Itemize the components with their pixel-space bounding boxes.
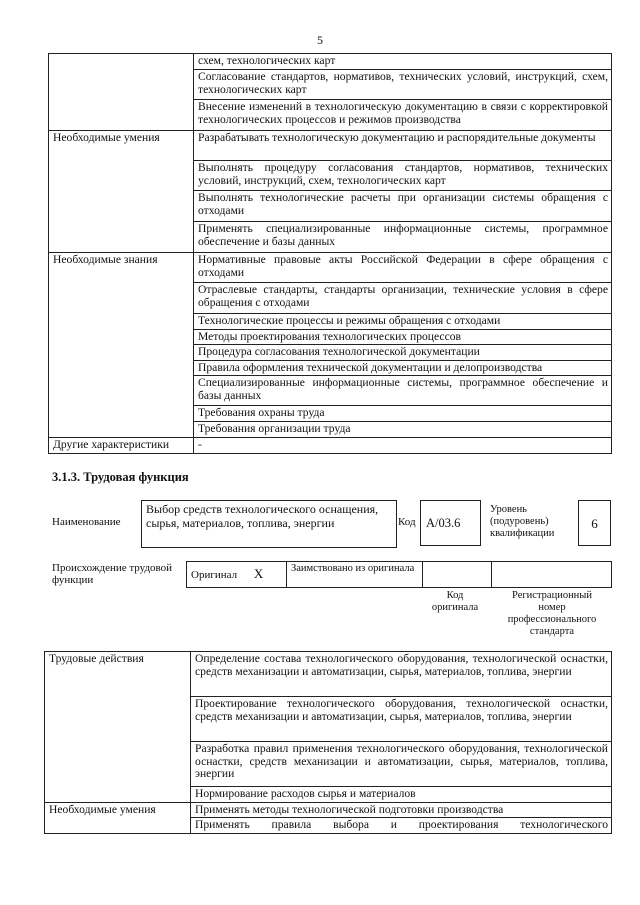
function-name-box: [141, 500, 397, 548]
origin-table: [186, 561, 612, 588]
section-heading: 3.1.3. Трудовая функция: [52, 470, 189, 484]
competency-table: [48, 53, 612, 454]
table-row: Выполнять технологические расчеты при организации системы обращения с отходами: [194, 191, 612, 222]
knowledge-label: Необходимые знания: [49, 253, 194, 438]
table-row: Отраслевые стандарты, стандарты организации, технические условия в сфере обращения с отходами: [194, 283, 612, 314]
table-row: Применять специализированные информационные системы, программное обеспечение и базы данных: [194, 222, 612, 253]
function-name: Выбор средств технологического оснащения, сырья, материалов, топлива, энергии: [146, 502, 379, 530]
table-row: Технологические процессы и режимы обращения с отходами: [194, 314, 612, 330]
table-row: Специализированные информационные системы, программное обеспечение и базы данных: [194, 376, 612, 406]
code-box: [420, 500, 481, 546]
table-row: Правила оформления технической документации и делопроизводства: [194, 360, 612, 376]
table-row: Разрабатывать технологическую документацию и распорядительные документы: [194, 131, 612, 161]
table-row: схем, технологических карт: [194, 54, 612, 70]
code-value: А/03.6: [426, 516, 461, 530]
skills-label: Необходимые умения: [49, 131, 194, 253]
table-row: Требования охраны труда: [194, 406, 612, 422]
borrowed-label: Заимствовано из оригинала: [287, 562, 423, 588]
level-box: [578, 500, 611, 546]
labor-actions-table: [44, 651, 612, 834]
table-row: Методы проектирования технологических процессов: [194, 329, 612, 345]
table-row: Выполнять процедуру согласования стандартов, нормативов, технических условий, инструкций, схем, технологических карт: [194, 161, 612, 191]
table-row: Нормирование расходов сырья и материалов: [191, 787, 612, 803]
skills-label-2: Необходимые умения: [45, 802, 191, 833]
table-row: Процедура согласования технологической документации: [194, 345, 612, 361]
code-original-label: Код оригинала: [431, 590, 479, 613]
table-row: Проектирование технологического оборудования, технологической оснастки, средств механизации и автоматизации, сырья, материалов, топлива, энергии: [191, 697, 612, 742]
reg-number-label: Регистрационный номер профессионального стандарта: [507, 590, 597, 637]
table-row: Согласование стандартов, нормативов, технических условий, инструкций, схем, технологических карт: [194, 70, 612, 100]
table-row: Внесение изменений в технологическую документацию в связи с корректировкой технологических процессов и режимов производства: [194, 100, 612, 131]
code-label: Код: [398, 516, 416, 528]
origin-label: Происхождение трудовой функции: [52, 562, 173, 586]
original-mark: X: [253, 566, 264, 581]
level-value: 6: [591, 516, 598, 531]
table-row: Нормативные правовые акты Российской Федерации в сфере обращения с отходами: [194, 253, 612, 283]
table-row: Определение состава технологического оборудования, технологической оснастки, средств механизации и автоматизации, сырья, материалов, топлива, энергии: [191, 652, 612, 697]
name-label: Наименование: [52, 516, 121, 528]
original-label: Оригинал: [191, 569, 238, 581]
level-label: Уровень (подуровень) квалификации: [490, 504, 555, 539]
table-row: Применять методы технологической подготовки производства: [191, 802, 612, 818]
table-row: Применять правила выбора и проектирования технологического: [191, 818, 612, 834]
other-value: -: [194, 437, 612, 453]
actions-label: Трудовые действия: [45, 652, 191, 803]
table-row: Требования организации труда: [194, 421, 612, 437]
table-row: Разработка правил применения технологического оборудования, технологической оснастки, средств механизации и автоматизации, сырья, материалов, топлива, энергии: [191, 742, 612, 787]
other-label: Другие характеристики: [49, 437, 194, 453]
page-number: 5: [317, 33, 323, 47]
